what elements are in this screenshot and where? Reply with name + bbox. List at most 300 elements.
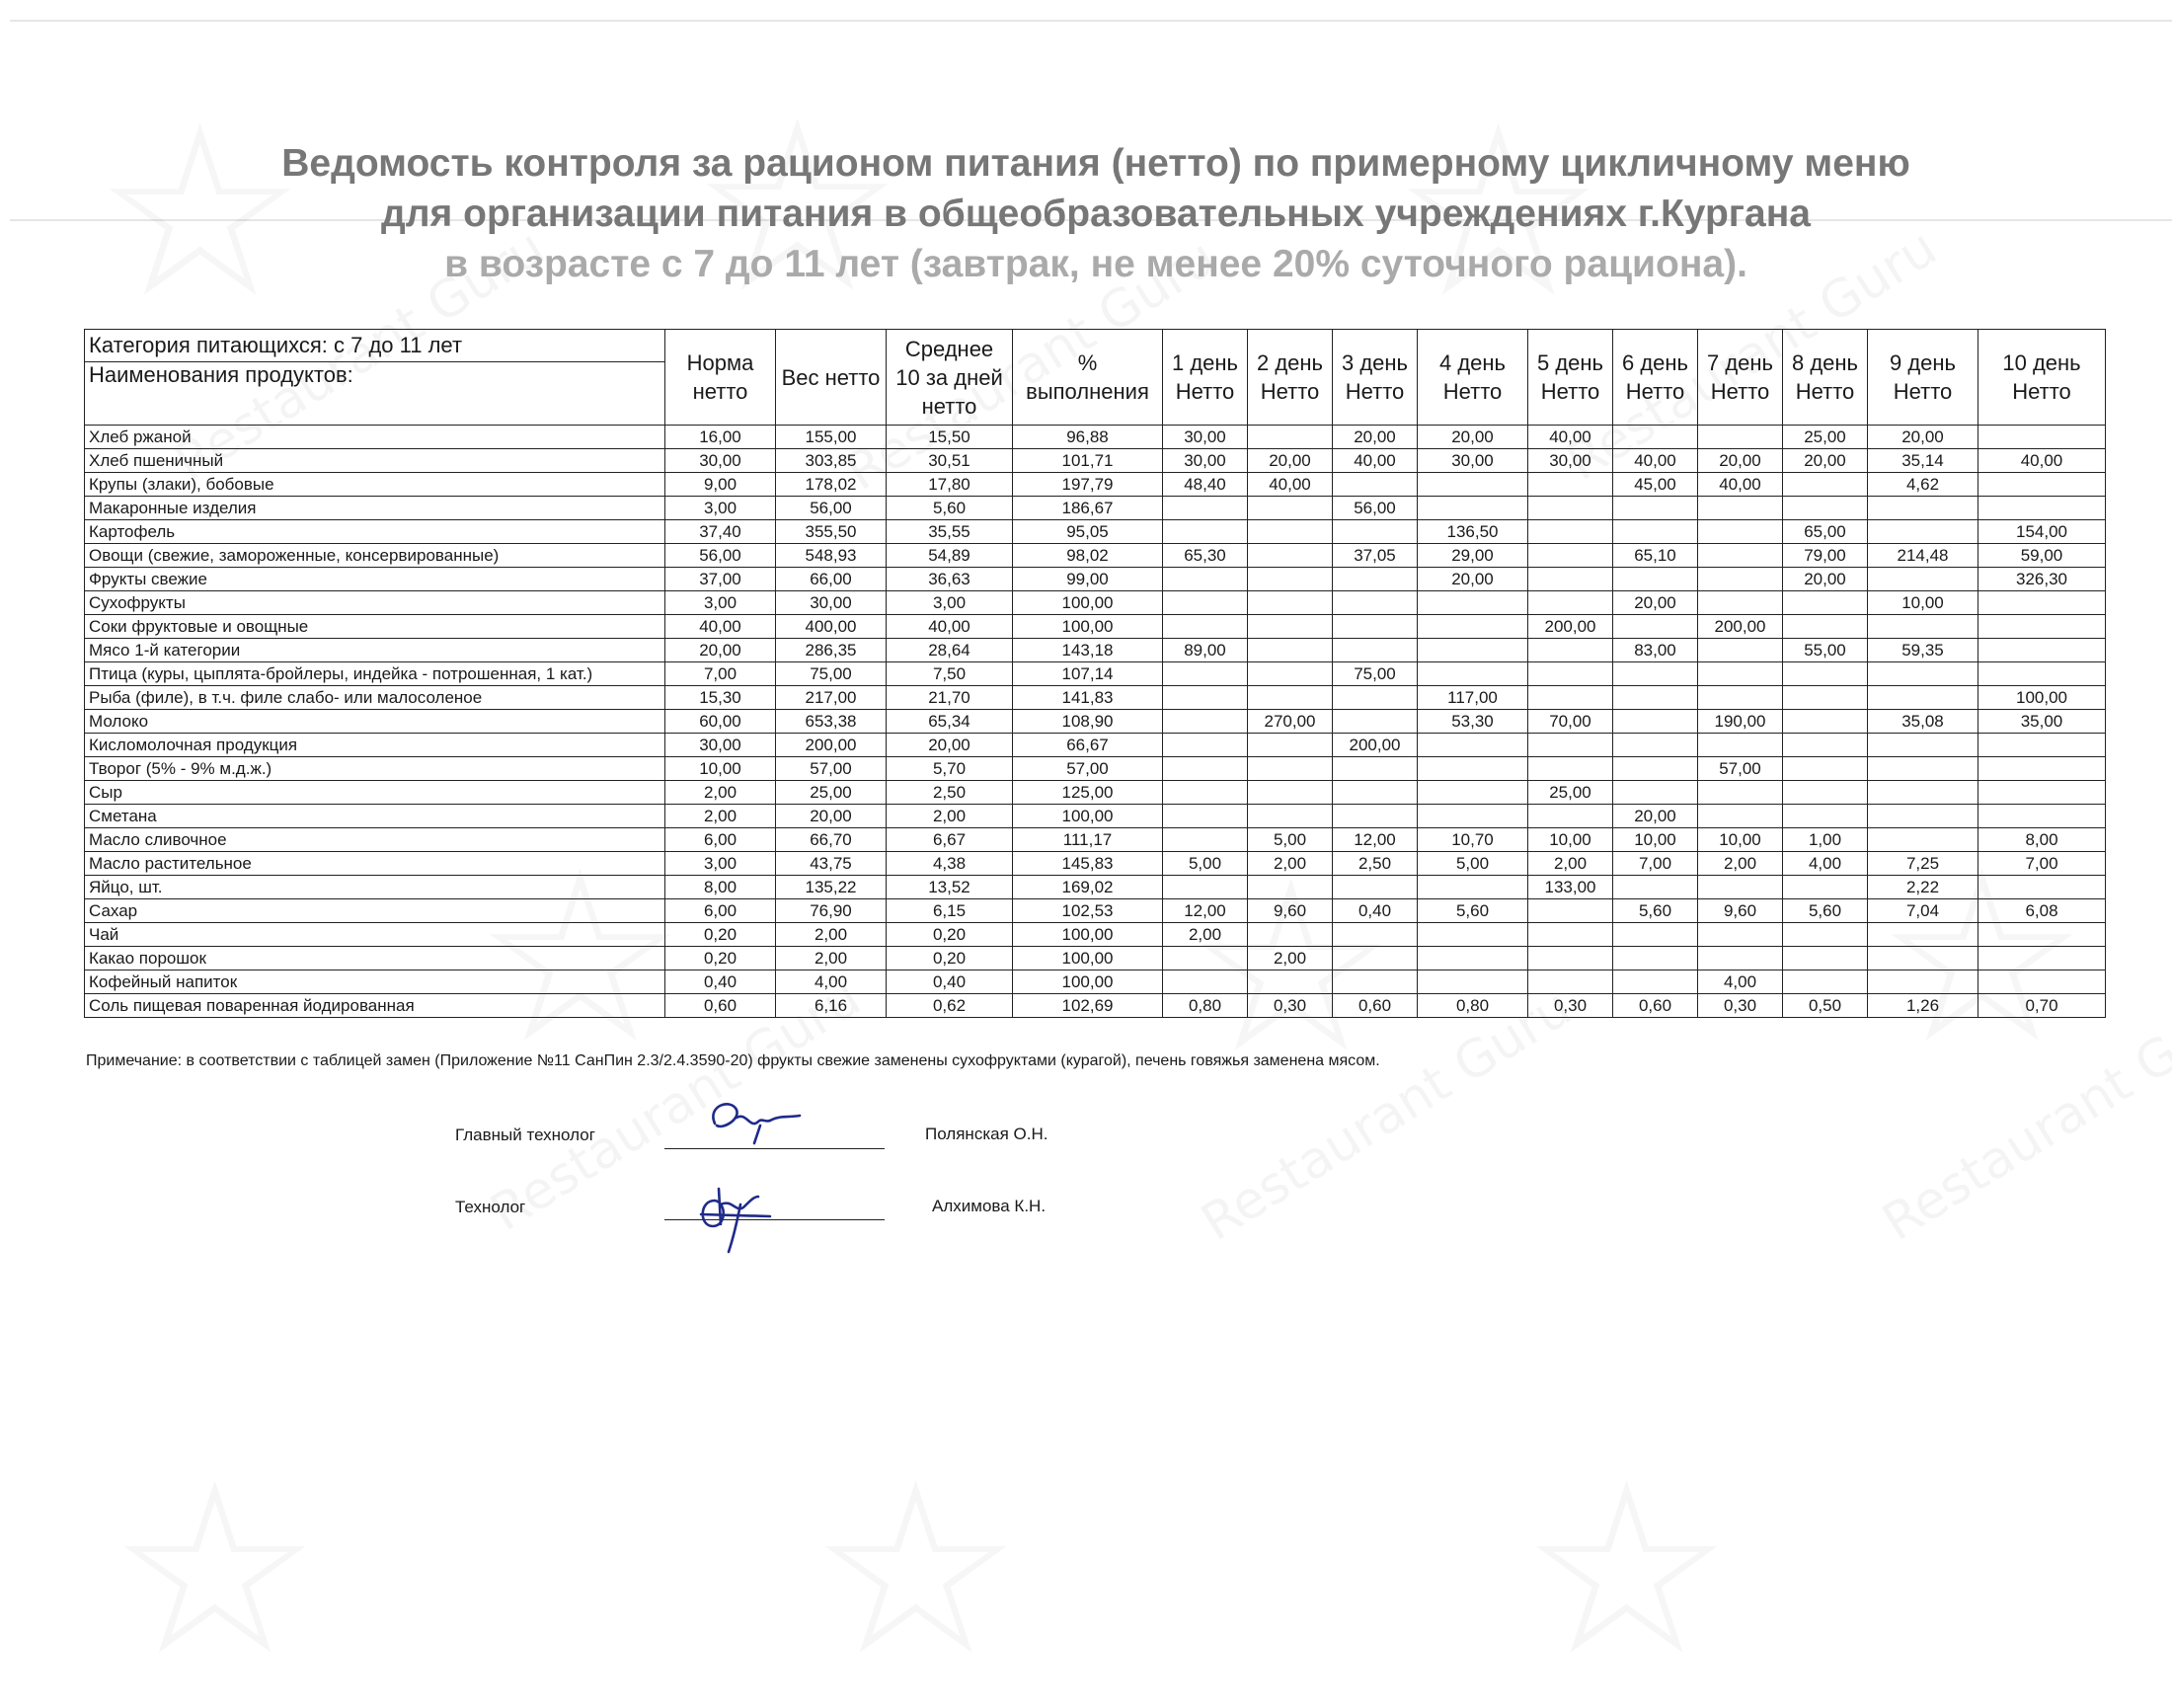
value-cell: 10,00: [1698, 828, 1783, 852]
value-cell: 20,00: [1418, 426, 1528, 449]
value-cell: 37,40: [665, 520, 776, 544]
value-cell: 8,00: [1978, 828, 2106, 852]
table-row: [85, 828, 2106, 852]
value-cell: [1613, 520, 1698, 544]
value-cell: [1418, 591, 1528, 615]
value-cell: 100,00: [1013, 923, 1163, 947]
value-cell: [1868, 662, 1978, 686]
value-cell: [1783, 757, 1868, 781]
value-cell: 0,20: [887, 947, 1013, 970]
product-name-cell: Фрукты свежие: [85, 568, 665, 591]
product-name-cell: Молоко: [85, 710, 665, 734]
value-cell: 6,16: [776, 994, 887, 1018]
value-cell: [1868, 734, 1978, 757]
value-cell: [1978, 757, 2106, 781]
value-cell: 65,10: [1613, 544, 1698, 568]
value-cell: 35,08: [1868, 710, 1978, 734]
value-cell: 17,80: [887, 473, 1013, 497]
table-row: [85, 805, 2106, 828]
value-cell: 43,75: [776, 852, 887, 876]
value-cell: [1978, 970, 2106, 994]
value-cell: [1698, 923, 1783, 947]
column-header: % выполнения: [1013, 330, 1163, 426]
value-cell: 20,00: [1418, 568, 1528, 591]
product-name-cell: Соки фруктовые и овощные: [85, 615, 665, 639]
value-cell: [1698, 781, 1783, 805]
value-cell: [1613, 497, 1698, 520]
table-row: [85, 449, 2106, 473]
value-cell: [1163, 662, 1248, 686]
value-cell: 190,00: [1698, 710, 1783, 734]
table-row: [85, 615, 2106, 639]
value-cell: 70,00: [1528, 710, 1613, 734]
value-cell: 178,02: [776, 473, 887, 497]
table-row: [85, 520, 2106, 544]
value-cell: [1783, 947, 1868, 970]
value-cell: [1333, 568, 1418, 591]
value-cell: 65,00: [1783, 520, 1868, 544]
value-cell: [1418, 497, 1528, 520]
value-cell: [1698, 426, 1783, 449]
table-row: [85, 497, 2106, 520]
value-cell: 0,30: [1528, 994, 1613, 1018]
value-cell: 0,20: [887, 923, 1013, 947]
footnote: Примечание: в соответствии с таблицей замен (Приложение №11 СанПин 2.3/2.4.3590-20) фрукты свежие заменены сухофруктами (курагой), печень говяжья заменена мясом.: [86, 1052, 1380, 1069]
table-row: [85, 568, 2106, 591]
value-cell: 37,00: [665, 568, 776, 591]
value-cell: 2,00: [1248, 947, 1333, 970]
table-row: [85, 544, 2106, 568]
value-cell: 59,35: [1868, 639, 1978, 662]
table-row: [85, 994, 2106, 1018]
product-name-cell: Соль пищевая поваренная йодированная: [85, 994, 665, 1018]
value-cell: [1613, 734, 1698, 757]
value-cell: 0,60: [1333, 994, 1418, 1018]
value-cell: 100,00: [1013, 805, 1163, 828]
product-name-cell: Овощи (свежие, замороженные, консервированные): [85, 544, 665, 568]
product-name-cell: Сухофрукты: [85, 591, 665, 615]
value-cell: 20,00: [1333, 426, 1418, 449]
value-cell: 57,00: [776, 757, 887, 781]
value-cell: [1163, 686, 1248, 710]
value-cell: 12,00: [1163, 899, 1248, 923]
column-header: 9 день Нетто: [1868, 330, 1978, 426]
value-cell: [1783, 781, 1868, 805]
value-cell: [1783, 923, 1868, 947]
value-cell: 89,00: [1163, 639, 1248, 662]
value-cell: 20,00: [1613, 591, 1698, 615]
value-cell: [1528, 473, 1613, 497]
value-cell: [1783, 615, 1868, 639]
value-cell: [1868, 781, 1978, 805]
value-cell: 25,00: [776, 781, 887, 805]
product-name-cell: Масло растительное: [85, 852, 665, 876]
value-cell: 0,80: [1418, 994, 1528, 1018]
value-cell: [1978, 473, 2106, 497]
value-cell: 5,60: [1783, 899, 1868, 923]
value-cell: 56,00: [665, 544, 776, 568]
value-cell: 4,00: [776, 970, 887, 994]
value-cell: [1163, 947, 1248, 970]
value-cell: 59,00: [1978, 544, 2106, 568]
value-cell: 75,00: [776, 662, 887, 686]
value-cell: 10,70: [1418, 828, 1528, 852]
product-name-cell: Творог (5% - 9% м.д.ж.): [85, 757, 665, 781]
product-name-cell: Масло сливочное: [85, 828, 665, 852]
value-cell: [1783, 662, 1868, 686]
value-cell: [1163, 615, 1248, 639]
value-cell: [1613, 876, 1698, 899]
value-cell: [1783, 497, 1868, 520]
value-cell: 99,00: [1013, 568, 1163, 591]
table-row: [85, 781, 2106, 805]
value-cell: [1613, 568, 1698, 591]
value-cell: 186,67: [1013, 497, 1163, 520]
value-cell: [1528, 947, 1613, 970]
product-names-label: Наименования продуктов:: [85, 362, 665, 426]
value-cell: 96,88: [1013, 426, 1163, 449]
value-cell: 0,30: [1248, 994, 1333, 1018]
value-cell: [1613, 662, 1698, 686]
value-cell: [1613, 781, 1698, 805]
value-cell: [1698, 591, 1783, 615]
value-cell: 102,53: [1013, 899, 1163, 923]
value-cell: 100,00: [1013, 591, 1163, 615]
watermark-text: [1192, 978, 1582, 1253]
value-cell: [1698, 520, 1783, 544]
value-cell: [1333, 591, 1418, 615]
value-cell: 100,00: [1013, 615, 1163, 639]
value-cell: 0,62: [887, 994, 1013, 1018]
value-cell: 4,00: [1698, 970, 1783, 994]
value-cell: 40,00: [1698, 473, 1783, 497]
value-cell: 0,60: [1613, 994, 1698, 1018]
value-cell: [1163, 757, 1248, 781]
value-cell: 2,00: [887, 805, 1013, 828]
value-cell: [1868, 520, 1978, 544]
value-cell: 29,00: [1418, 544, 1528, 568]
value-cell: [1698, 544, 1783, 568]
value-cell: [1783, 734, 1868, 757]
value-cell: [1978, 426, 2106, 449]
value-cell: 5,00: [1163, 852, 1248, 876]
scan-line-top: [10, 20, 2172, 22]
column-header: 5 день Нетто: [1528, 330, 1613, 426]
value-cell: 169,02: [1013, 876, 1163, 899]
value-cell: 0,40: [887, 970, 1013, 994]
value-cell: [1248, 591, 1333, 615]
table-row: [85, 923, 2106, 947]
value-cell: 111,17: [1013, 828, 1163, 852]
value-cell: [1868, 970, 1978, 994]
value-cell: [1698, 568, 1783, 591]
value-cell: [1418, 615, 1528, 639]
product-name-cell: Хлеб ржаной: [85, 426, 665, 449]
value-cell: 7,50: [887, 662, 1013, 686]
value-cell: [1978, 805, 2106, 828]
value-cell: 20,00: [776, 805, 887, 828]
value-cell: 83,00: [1613, 639, 1698, 662]
value-cell: [1698, 734, 1783, 757]
value-cell: 0,20: [665, 923, 776, 947]
value-cell: 1,00: [1783, 828, 1868, 852]
product-name-cell: Кисломолочная продукция: [85, 734, 665, 757]
value-cell: [1248, 426, 1333, 449]
value-cell: 2,00: [776, 923, 887, 947]
value-cell: 5,00: [1248, 828, 1333, 852]
value-cell: 100,00: [1013, 970, 1163, 994]
column-header: 6 день Нетто: [1613, 330, 1698, 426]
value-cell: [1978, 923, 2106, 947]
product-name-cell: Сахар: [85, 899, 665, 923]
signature-role-technologist: Технолог: [455, 1198, 526, 1216]
product-name-cell: Какао порошок: [85, 947, 665, 970]
value-cell: [1868, 615, 1978, 639]
signature-name-polyanskaya: Полянская О.Н.: [925, 1125, 1048, 1143]
value-cell: [1333, 947, 1418, 970]
value-cell: [1418, 639, 1528, 662]
value-cell: 303,85: [776, 449, 887, 473]
value-cell: 2,00: [665, 805, 776, 828]
value-cell: [1613, 686, 1698, 710]
value-cell: [1333, 615, 1418, 639]
value-cell: [1613, 426, 1698, 449]
value-cell: 0,50: [1783, 994, 1868, 1018]
value-cell: [1613, 970, 1698, 994]
column-header: 7 день Нетто: [1698, 330, 1783, 426]
value-cell: 40,00: [1248, 473, 1333, 497]
value-cell: [1418, 970, 1528, 994]
value-cell: [1868, 757, 1978, 781]
value-cell: [1698, 947, 1783, 970]
value-cell: [1418, 734, 1528, 757]
value-cell: [1868, 686, 1978, 710]
signature-image: [681, 1175, 790, 1254]
signature-image: [701, 1096, 810, 1155]
value-cell: 2,00: [1248, 852, 1333, 876]
value-cell: 57,00: [1698, 757, 1783, 781]
value-cell: 40,00: [1528, 426, 1613, 449]
value-cell: [1528, 497, 1613, 520]
value-cell: [1868, 497, 1978, 520]
value-cell: 3,00: [665, 497, 776, 520]
value-cell: 326,30: [1978, 568, 2106, 591]
value-cell: [1418, 876, 1528, 899]
value-cell: [1978, 662, 2106, 686]
value-cell: 65,34: [887, 710, 1013, 734]
signature-role-chief-technologist: Главный технолог: [455, 1126, 595, 1144]
value-cell: 40,00: [887, 615, 1013, 639]
value-cell: [1868, 923, 1978, 947]
value-cell: 40,00: [665, 615, 776, 639]
value-cell: 5,60: [1418, 899, 1528, 923]
value-cell: 13,52: [887, 876, 1013, 899]
value-cell: 2,50: [1333, 852, 1418, 876]
value-cell: 57,00: [1013, 757, 1163, 781]
value-cell: 200,00: [1528, 615, 1613, 639]
value-cell: 117,00: [1418, 686, 1528, 710]
value-cell: 197,79: [1013, 473, 1163, 497]
value-cell: 0,70: [1978, 994, 2106, 1018]
value-cell: 25,00: [1528, 781, 1613, 805]
value-cell: 30,00: [1163, 449, 1248, 473]
value-cell: 35,00: [1978, 710, 2106, 734]
product-name-cell: Рыба (филе), в т.ч. филе слабо- или малосоленое: [85, 686, 665, 710]
value-cell: [1333, 805, 1418, 828]
value-cell: [1783, 710, 1868, 734]
value-cell: [1613, 947, 1698, 970]
value-cell: 400,00: [776, 615, 887, 639]
column-header: 8 день Нетто: [1783, 330, 1868, 426]
value-cell: [1418, 923, 1528, 947]
value-cell: 36,63: [887, 568, 1013, 591]
value-cell: [1698, 805, 1783, 828]
column-header: 4 день Нетто: [1418, 330, 1528, 426]
value-cell: 37,05: [1333, 544, 1418, 568]
value-cell: [1698, 639, 1783, 662]
value-cell: [1248, 923, 1333, 947]
value-cell: [1613, 757, 1698, 781]
value-cell: 7,25: [1868, 852, 1978, 876]
table-row: [85, 710, 2106, 734]
value-cell: [1528, 568, 1613, 591]
value-cell: [1163, 876, 1248, 899]
value-cell: [1698, 876, 1783, 899]
product-name-cell: Птица (куры, цыплята-бройлеры, индейка - потрошенная, 1 кат.): [85, 662, 665, 686]
value-cell: 48,40: [1163, 473, 1248, 497]
value-cell: [1333, 520, 1418, 544]
value-cell: [1418, 781, 1528, 805]
table-row: [85, 852, 2106, 876]
value-cell: [1248, 876, 1333, 899]
value-cell: [1783, 591, 1868, 615]
value-cell: 5,00: [1418, 852, 1528, 876]
value-cell: [1163, 710, 1248, 734]
value-cell: 200,00: [1333, 734, 1418, 757]
value-cell: [1613, 710, 1698, 734]
value-cell: 0,40: [1333, 899, 1418, 923]
value-cell: 20,00: [1248, 449, 1333, 473]
value-cell: [1248, 781, 1333, 805]
value-cell: [1978, 615, 2106, 639]
value-cell: 75,00: [1333, 662, 1418, 686]
product-name-cell: Крупы (злаки), бобовые: [85, 473, 665, 497]
value-cell: 7,00: [1978, 852, 2106, 876]
value-cell: [1528, 639, 1613, 662]
value-cell: 20,00: [665, 639, 776, 662]
value-cell: [1333, 686, 1418, 710]
value-cell: 0,40: [665, 970, 776, 994]
value-cell: [1248, 970, 1333, 994]
value-cell: 100,00: [1013, 947, 1163, 970]
value-cell: [1528, 662, 1613, 686]
value-cell: 3,00: [887, 591, 1013, 615]
table-row: [85, 639, 2106, 662]
value-cell: 141,83: [1013, 686, 1163, 710]
value-cell: [1418, 662, 1528, 686]
value-cell: 12,00: [1333, 828, 1418, 852]
product-name-cell: Чай: [85, 923, 665, 947]
value-cell: [1783, 876, 1868, 899]
product-name-cell: Картофель: [85, 520, 665, 544]
value-cell: [1528, 899, 1613, 923]
value-cell: [1978, 734, 2106, 757]
value-cell: [1248, 615, 1333, 639]
value-cell: [1333, 876, 1418, 899]
value-cell: 125,00: [1013, 781, 1163, 805]
value-cell: [1248, 544, 1333, 568]
value-cell: 154,00: [1978, 520, 2106, 544]
value-cell: 7,04: [1868, 899, 1978, 923]
value-cell: [1978, 591, 2106, 615]
title-line-3: в возрасте с 7 до 11 лет (завтрак, не менее 20% суточного рациона).: [444, 243, 1747, 285]
value-cell: [1783, 473, 1868, 497]
value-cell: 4,00: [1783, 852, 1868, 876]
value-cell: 28,64: [887, 639, 1013, 662]
product-name-cell: Макаронные изделия: [85, 497, 665, 520]
value-cell: 101,71: [1013, 449, 1163, 473]
value-cell: [1528, 923, 1613, 947]
column-header: 10 день Нетто: [1978, 330, 2106, 426]
value-cell: 6,00: [665, 899, 776, 923]
column-header: Вес нетто: [776, 330, 887, 426]
value-cell: [1163, 805, 1248, 828]
value-cell: 2,00: [1163, 923, 1248, 947]
product-name-cell: Сметана: [85, 805, 665, 828]
value-cell: 0,30: [1698, 994, 1783, 1018]
value-cell: 2,00: [1698, 852, 1783, 876]
value-cell: 66,00: [776, 568, 887, 591]
value-cell: [1163, 781, 1248, 805]
value-cell: [1248, 686, 1333, 710]
value-cell: [1528, 970, 1613, 994]
value-cell: [1528, 591, 1613, 615]
value-cell: 0,80: [1163, 994, 1248, 1018]
value-cell: [1783, 805, 1868, 828]
value-cell: 2,00: [1528, 852, 1613, 876]
column-header: Норма нетто: [665, 330, 776, 426]
value-cell: 15,30: [665, 686, 776, 710]
value-cell: [1978, 497, 2106, 520]
table-row: [85, 473, 2106, 497]
value-cell: 98,02: [1013, 544, 1163, 568]
value-cell: 653,38: [776, 710, 887, 734]
value-cell: [1698, 497, 1783, 520]
product-name-cell: Яйцо, шт.: [85, 876, 665, 899]
value-cell: 135,22: [776, 876, 887, 899]
value-cell: 20,00: [1783, 568, 1868, 591]
column-header: 3 день Нетто: [1333, 330, 1418, 426]
value-cell: [1333, 473, 1418, 497]
table-row: [85, 686, 2106, 710]
value-cell: 4,38: [887, 852, 1013, 876]
value-cell: 0,20: [665, 947, 776, 970]
value-cell: [1333, 639, 1418, 662]
value-cell: [1248, 734, 1333, 757]
value-cell: [1528, 520, 1613, 544]
value-cell: [1163, 591, 1248, 615]
value-cell: 35,14: [1868, 449, 1978, 473]
value-cell: 217,00: [776, 686, 887, 710]
table-row: [85, 662, 2106, 686]
value-cell: 155,00: [776, 426, 887, 449]
value-cell: [1528, 805, 1613, 828]
value-cell: [1418, 947, 1528, 970]
table-header-row: [85, 330, 2106, 362]
value-cell: 548,93: [776, 544, 887, 568]
value-cell: 10,00: [1868, 591, 1978, 615]
value-cell: 102,69: [1013, 994, 1163, 1018]
